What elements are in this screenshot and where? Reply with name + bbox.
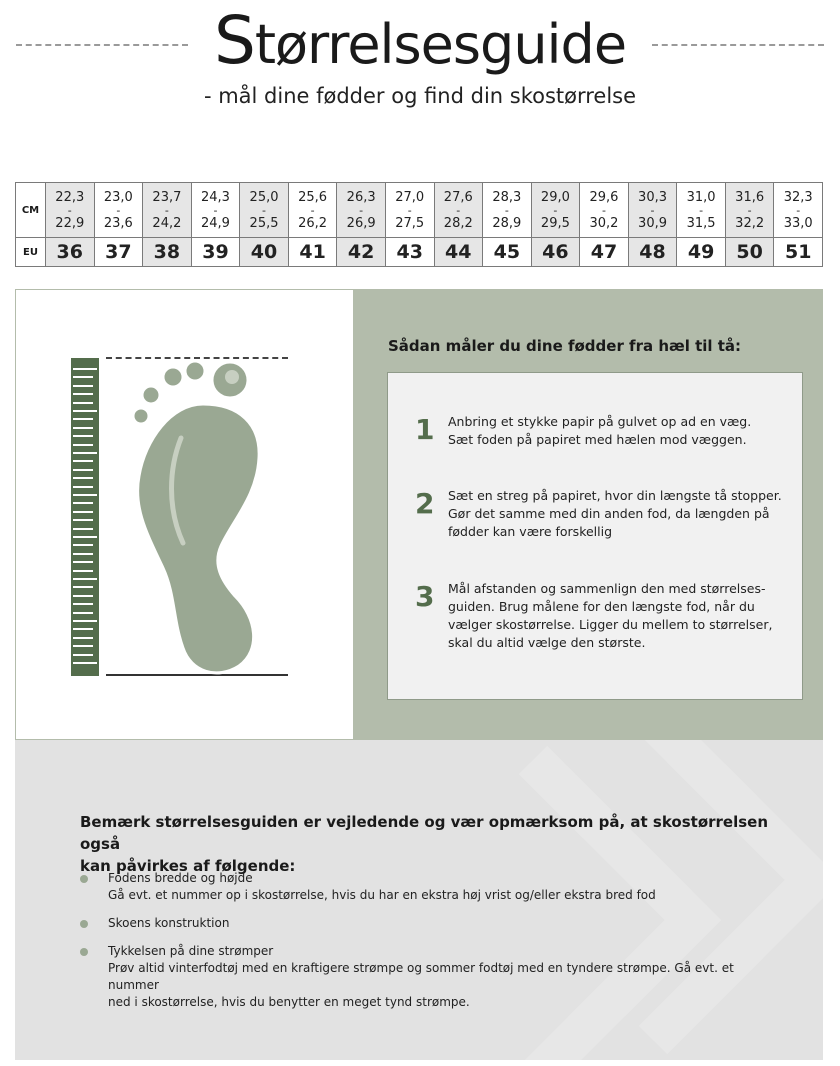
ruler-tick <box>73 570 93 572</box>
cm-separator: - <box>164 203 169 217</box>
bullet-dot-icon <box>80 948 88 956</box>
cm-from: 31,6 <box>735 189 765 205</box>
cm-separator: - <box>553 203 558 217</box>
cm-separator: - <box>407 203 412 217</box>
ruler-tick <box>73 393 93 395</box>
ruler-tick <box>73 452 97 454</box>
ruler-tick <box>73 595 93 597</box>
bullet-line: Prøv altid vinterfodtøj med en kraftigere strømpe og sommer fodtøj med en tyndere strømpe. Gå evt. et nummer <box>108 961 734 992</box>
eu-size-cell: 36 <box>46 238 95 267</box>
cm-from: 24,3 <box>200 189 230 205</box>
cm-range-cell <box>46 183 95 238</box>
cm-range-cell <box>434 183 483 238</box>
ruler-tick <box>73 620 97 622</box>
ruler-tick <box>73 645 93 647</box>
note-section <box>15 740 823 1060</box>
eu-size-cell: 43 <box>385 238 434 267</box>
cm-to: 29,5 <box>540 215 570 231</box>
cm-separator: - <box>310 203 315 217</box>
ruler-tick <box>73 628 93 630</box>
header <box>0 0 840 80</box>
cm-to: 22,9 <box>55 215 85 231</box>
cm-separator: - <box>262 203 267 217</box>
step-number: 1 <box>415 413 435 446</box>
cm-range-cell <box>288 183 337 238</box>
bullet-line: Tykkelsen på dine strømper <box>108 944 274 958</box>
ruler-tick <box>73 460 93 462</box>
cm-from: 26,3 <box>346 189 376 205</box>
ruler-tick <box>73 376 93 378</box>
cm-to: 33,0 <box>783 215 813 231</box>
cm-to: 23,6 <box>103 215 133 231</box>
page-title <box>0 2 840 79</box>
cm-from: 27,0 <box>395 189 425 205</box>
cm-range-cell <box>774 183 823 238</box>
eu-size-cell: 39 <box>191 238 240 267</box>
ruler-tick <box>73 536 97 538</box>
cm-separator: - <box>601 203 606 217</box>
cm-range-cell <box>191 183 240 238</box>
cm-from: 25,0 <box>249 189 279 205</box>
eu-size-cell: 47 <box>580 238 629 267</box>
ruler-tick <box>73 654 93 656</box>
eu-size-cell: 50 <box>725 238 774 267</box>
step-line: Sæt en streg på papiret, hvor din længste tå stopper. <box>448 488 782 503</box>
cm-from: 25,6 <box>298 189 328 205</box>
bullet-text <box>108 943 768 1011</box>
ruler-tick <box>73 502 93 504</box>
ruler-tick <box>73 368 97 370</box>
cm-separator: - <box>116 203 121 217</box>
cm-from: 29,6 <box>589 189 619 205</box>
note-heading <box>80 811 780 877</box>
cm-separator: - <box>359 203 364 217</box>
cm-range-cell <box>240 183 289 238</box>
cm-separator: - <box>213 203 218 217</box>
eu-row-label: EU <box>16 238 46 267</box>
cm-range-cell <box>385 183 434 238</box>
cm-range-cell <box>580 183 629 238</box>
ruler-tick <box>73 612 93 614</box>
cm-range-cell <box>94 183 143 238</box>
eu-size-cell: 40 <box>240 238 289 267</box>
steps-box <box>387 372 803 700</box>
cm-separator: - <box>699 203 704 217</box>
cm-to: 31,5 <box>686 215 716 231</box>
foot-illustration <box>15 289 354 740</box>
cm-to: 26,9 <box>346 215 376 231</box>
ruler-tick <box>73 528 93 530</box>
step-line: fødder kan være forskellig <box>448 524 613 539</box>
step-text <box>448 580 788 652</box>
step-line: Sæt foden på papiret med hælen mod væggen. <box>448 432 747 447</box>
eu-size-cell: 44 <box>434 238 483 267</box>
bullet-line: Fodens bredde og højde <box>108 871 253 885</box>
eu-size-cell: 41 <box>288 238 337 267</box>
ruler-tick <box>73 435 93 437</box>
cm-separator: - <box>650 203 655 217</box>
ruler-tick <box>73 444 93 446</box>
cm-row-label: CM <box>16 183 46 238</box>
ruler-tick <box>73 662 97 664</box>
ruler-tick <box>73 578 97 580</box>
measure-panel <box>15 289 823 740</box>
cm-to: 28,2 <box>443 215 473 231</box>
cm-separator: - <box>67 203 72 217</box>
bullet-line: Skoens konstruktion <box>108 916 230 930</box>
ruler-tick <box>73 427 93 429</box>
ruler-tick <box>73 553 93 555</box>
ruler-icon <box>71 358 99 676</box>
ruler-tick <box>73 586 93 588</box>
cm-to: 24,9 <box>200 215 230 231</box>
foot-measure-icon <box>111 358 271 676</box>
measure-heading: Sådan måler du dine fødder fra hæl til tå: <box>388 337 742 355</box>
cm-to: 24,2 <box>152 215 182 231</box>
size-table <box>15 182 823 267</box>
ruler-tick <box>73 486 93 488</box>
eu-row <box>16 238 823 267</box>
step-line: Mål afstanden og sammenlign den med størrelses- <box>448 581 766 596</box>
cm-range-cell <box>677 183 726 238</box>
cm-to: 30,9 <box>638 215 667 231</box>
cm-range-cell <box>628 183 677 238</box>
bullet-line: ned i skostørrelse, hvis du benytter en meget tynd strømpe. <box>108 995 470 1009</box>
step-line: Anbring et stykke papir på gulvet op ad en væg. <box>448 414 752 429</box>
cm-range-cell <box>143 183 192 238</box>
ruler-tick <box>73 469 93 471</box>
bullet-text <box>108 915 768 932</box>
ruler-tick <box>73 519 93 521</box>
eu-size-cell: 38 <box>143 238 192 267</box>
eu-size-cell: 42 <box>337 238 386 267</box>
ruler-tick <box>73 418 93 420</box>
ruler-tick <box>73 511 93 513</box>
cm-from: 22,3 <box>55 189 85 205</box>
eu-size-cell: 45 <box>483 238 532 267</box>
ruler-tick <box>73 494 97 496</box>
cm-separator: - <box>747 203 752 217</box>
bullet-text <box>108 870 768 904</box>
cm-to: 27,5 <box>395 215 425 231</box>
ruler-tick <box>73 402 93 404</box>
ruler-tick <box>73 637 93 639</box>
page-title-initial: S <box>213 2 255 79</box>
ruler-tick <box>73 477 93 479</box>
note-heading-line: kan påvirkes af følgende: <box>80 857 296 875</box>
page-title-rest: tørrelsesguide <box>254 13 627 76</box>
cm-from: 32,3 <box>783 189 813 205</box>
step-line: vælger skostørrelse. Ligger du mellem to størrelser, <box>448 617 773 632</box>
cm-range-cell <box>483 183 532 238</box>
eu-size-cell: 51 <box>774 238 823 267</box>
cm-from: 27,6 <box>443 189 473 205</box>
cm-to: 28,9 <box>492 215 522 231</box>
step-line: Gør det samme med din anden fod, da længden på <box>448 506 770 521</box>
cm-to: 32,2 <box>735 215 765 231</box>
cm-separator: - <box>504 203 509 217</box>
bullet-dot-icon <box>80 920 88 928</box>
cm-from: 28,3 <box>492 189 522 205</box>
cm-to: 25,5 <box>249 215 279 231</box>
step-line: guiden. Brug målene for den længste fod, når du <box>448 599 755 614</box>
page-subtitle: - mål dine fødder og find din skostørrelse <box>203 84 637 108</box>
step-text <box>448 487 788 541</box>
cm-from: 23,0 <box>103 189 133 205</box>
cm-row <box>16 183 823 238</box>
cm-range-cell <box>531 183 580 238</box>
ruler-tick <box>73 385 93 387</box>
ruler-tick <box>73 410 97 412</box>
cm-from: 30,3 <box>638 189 667 205</box>
cm-range-cell <box>337 183 386 238</box>
note-heading-line: Bemærk størrelsesguiden er vejledende og vær opmærksom på, at skostørrelsen også <box>80 813 769 853</box>
cm-from: 31,0 <box>686 189 716 205</box>
step-text <box>448 413 788 449</box>
cm-from: 29,0 <box>540 189 570 205</box>
cm-to: 30,2 <box>589 215 619 231</box>
eu-size-cell: 46 <box>531 238 580 267</box>
ruler-tick <box>73 561 93 563</box>
ruler-tick <box>73 544 93 546</box>
cm-separator: - <box>456 203 461 217</box>
step-line: skal du altid vælge den største. <box>448 635 646 650</box>
cm-range-cell <box>725 183 774 238</box>
ruler-tick <box>73 603 93 605</box>
eu-size-cell: 37 <box>94 238 143 267</box>
eu-size-cell: 49 <box>677 238 726 267</box>
step-number: 2 <box>415 487 435 520</box>
cm-from: 23,7 <box>152 189 182 205</box>
step-number: 3 <box>415 580 435 613</box>
cm-to: 26,2 <box>298 215 328 231</box>
bullet-dot-icon <box>80 875 88 883</box>
eu-size-cell: 48 <box>628 238 677 267</box>
bullet-line: Gå evt. et nummer op i skostørrelse, hvis du har en ekstra høj vrist og/eller ekstra bred fod <box>108 888 656 902</box>
cm-separator: - <box>796 203 801 217</box>
